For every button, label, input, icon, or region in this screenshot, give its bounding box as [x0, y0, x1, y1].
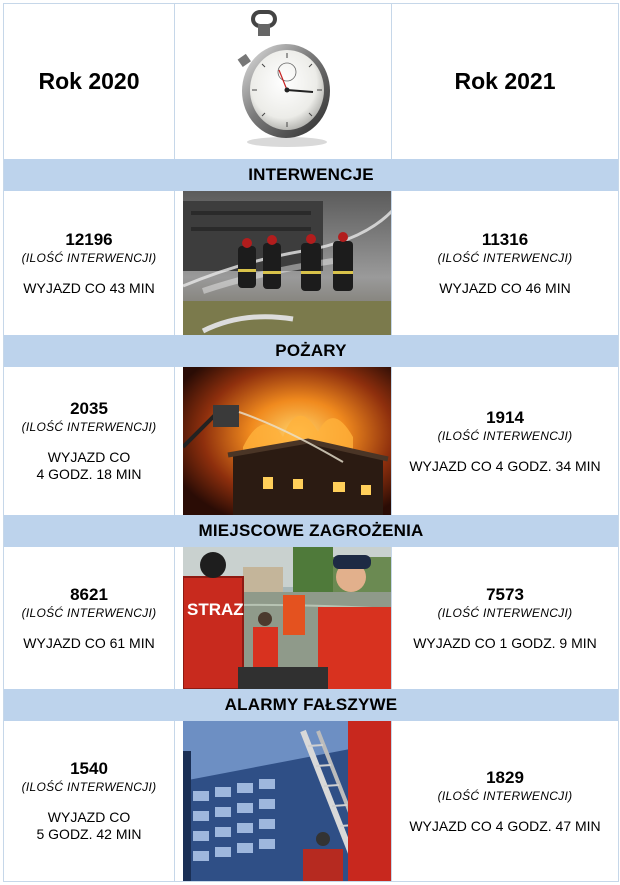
- image-text-straz: STRAZ: [187, 600, 244, 619]
- count-label: (ILOŚĆ INTERWENCJI): [437, 605, 573, 620]
- section-title-miejscowe-zagrozenia: MIEJSCOWE ZAGROŻENIA: [4, 515, 618, 547]
- count-value: 1540: [70, 759, 108, 778]
- statistics-table: [3, 3, 619, 882]
- year-2020-heading: Rok 2020: [38, 68, 140, 94]
- count-value: 7573: [486, 584, 524, 604]
- count-label: (ILOŚĆ INTERWENCJI): [21, 250, 157, 265]
- departure-line-2: 4 GODZ. 18 MIN: [36, 466, 142, 482]
- count-value: 12196: [65, 229, 113, 249]
- departure-frequency: [36, 809, 141, 843]
- departure-line-1: WYJAZD CO: [47, 449, 131, 465]
- count-label: (ILOŚĆ INTERWENCJI): [21, 780, 157, 794]
- departure-frequency: WYJAZD CO 1 GODZ. 9 MIN: [413, 634, 597, 651]
- stat-2020-alarmy-falszywe: [4, 721, 174, 881]
- stat-2021-pozary: [392, 367, 618, 515]
- departure-frequency: WYJAZD CO 4 GODZ. 34 MIN: [409, 457, 601, 474]
- stopwatch-icon: [175, 4, 391, 159]
- stat-2020-interwencje: [4, 191, 174, 335]
- count-value: 8621: [70, 584, 108, 604]
- photo-burning-house-at-night: [183, 367, 392, 515]
- photo-ladder-truck-at-office-building: [183, 721, 392, 881]
- count-label: (ILOŚĆ INTERWENCJI): [21, 605, 157, 620]
- stat-2020-miejscowe-zagrozenia: [4, 547, 174, 689]
- departure-frequency: WYJAZD CO 61 MIN: [23, 634, 155, 651]
- departure-frequency: [36, 449, 141, 483]
- departure-frequency: WYJAZD CO 4 GODZ. 47 MIN: [409, 817, 601, 834]
- count-value: 2035: [70, 399, 108, 418]
- stat-2021-interwencje: [392, 191, 618, 335]
- count-label: (ILOŚĆ INTERWENCJI): [437, 250, 573, 265]
- departure-frequency: WYJAZD CO 43 MIN: [23, 279, 155, 296]
- departure-line-2: 5 GODZ. 42 MIN: [36, 826, 142, 842]
- departure-line-1: WYJAZD CO: [47, 809, 131, 825]
- count-label: (ILOŚĆ INTERWENCJI): [21, 420, 157, 434]
- photo-firefighters-with-hoses: [183, 191, 392, 335]
- stat-2020-pozary: [4, 367, 174, 515]
- departure-frequency: WYJAZD CO 46 MIN: [439, 279, 571, 296]
- photo-flood-rescue-boat: [183, 547, 392, 689]
- stat-2021-miejscowe-zagrozenia: [392, 547, 618, 689]
- count-value: 1914: [486, 407, 524, 427]
- stat-2021-alarmy-falszywe: [392, 721, 618, 881]
- section-title-pozary: POŻARY: [4, 335, 618, 367]
- count-label: (ILOŚĆ INTERWENCJI): [437, 788, 573, 803]
- year-2021-heading: Rok 2021: [454, 68, 556, 94]
- section-title-interwencje: INTERWENCJE: [4, 159, 618, 191]
- stopwatch-image: [175, 4, 391, 159]
- count-value: 1829: [486, 767, 524, 787]
- count-value: 11316: [481, 229, 529, 249]
- count-label: (ILOŚĆ INTERWENCJI): [437, 428, 573, 443]
- section-title-alarmy-falszywe: ALARMY FAŁSZYWE: [4, 689, 618, 721]
